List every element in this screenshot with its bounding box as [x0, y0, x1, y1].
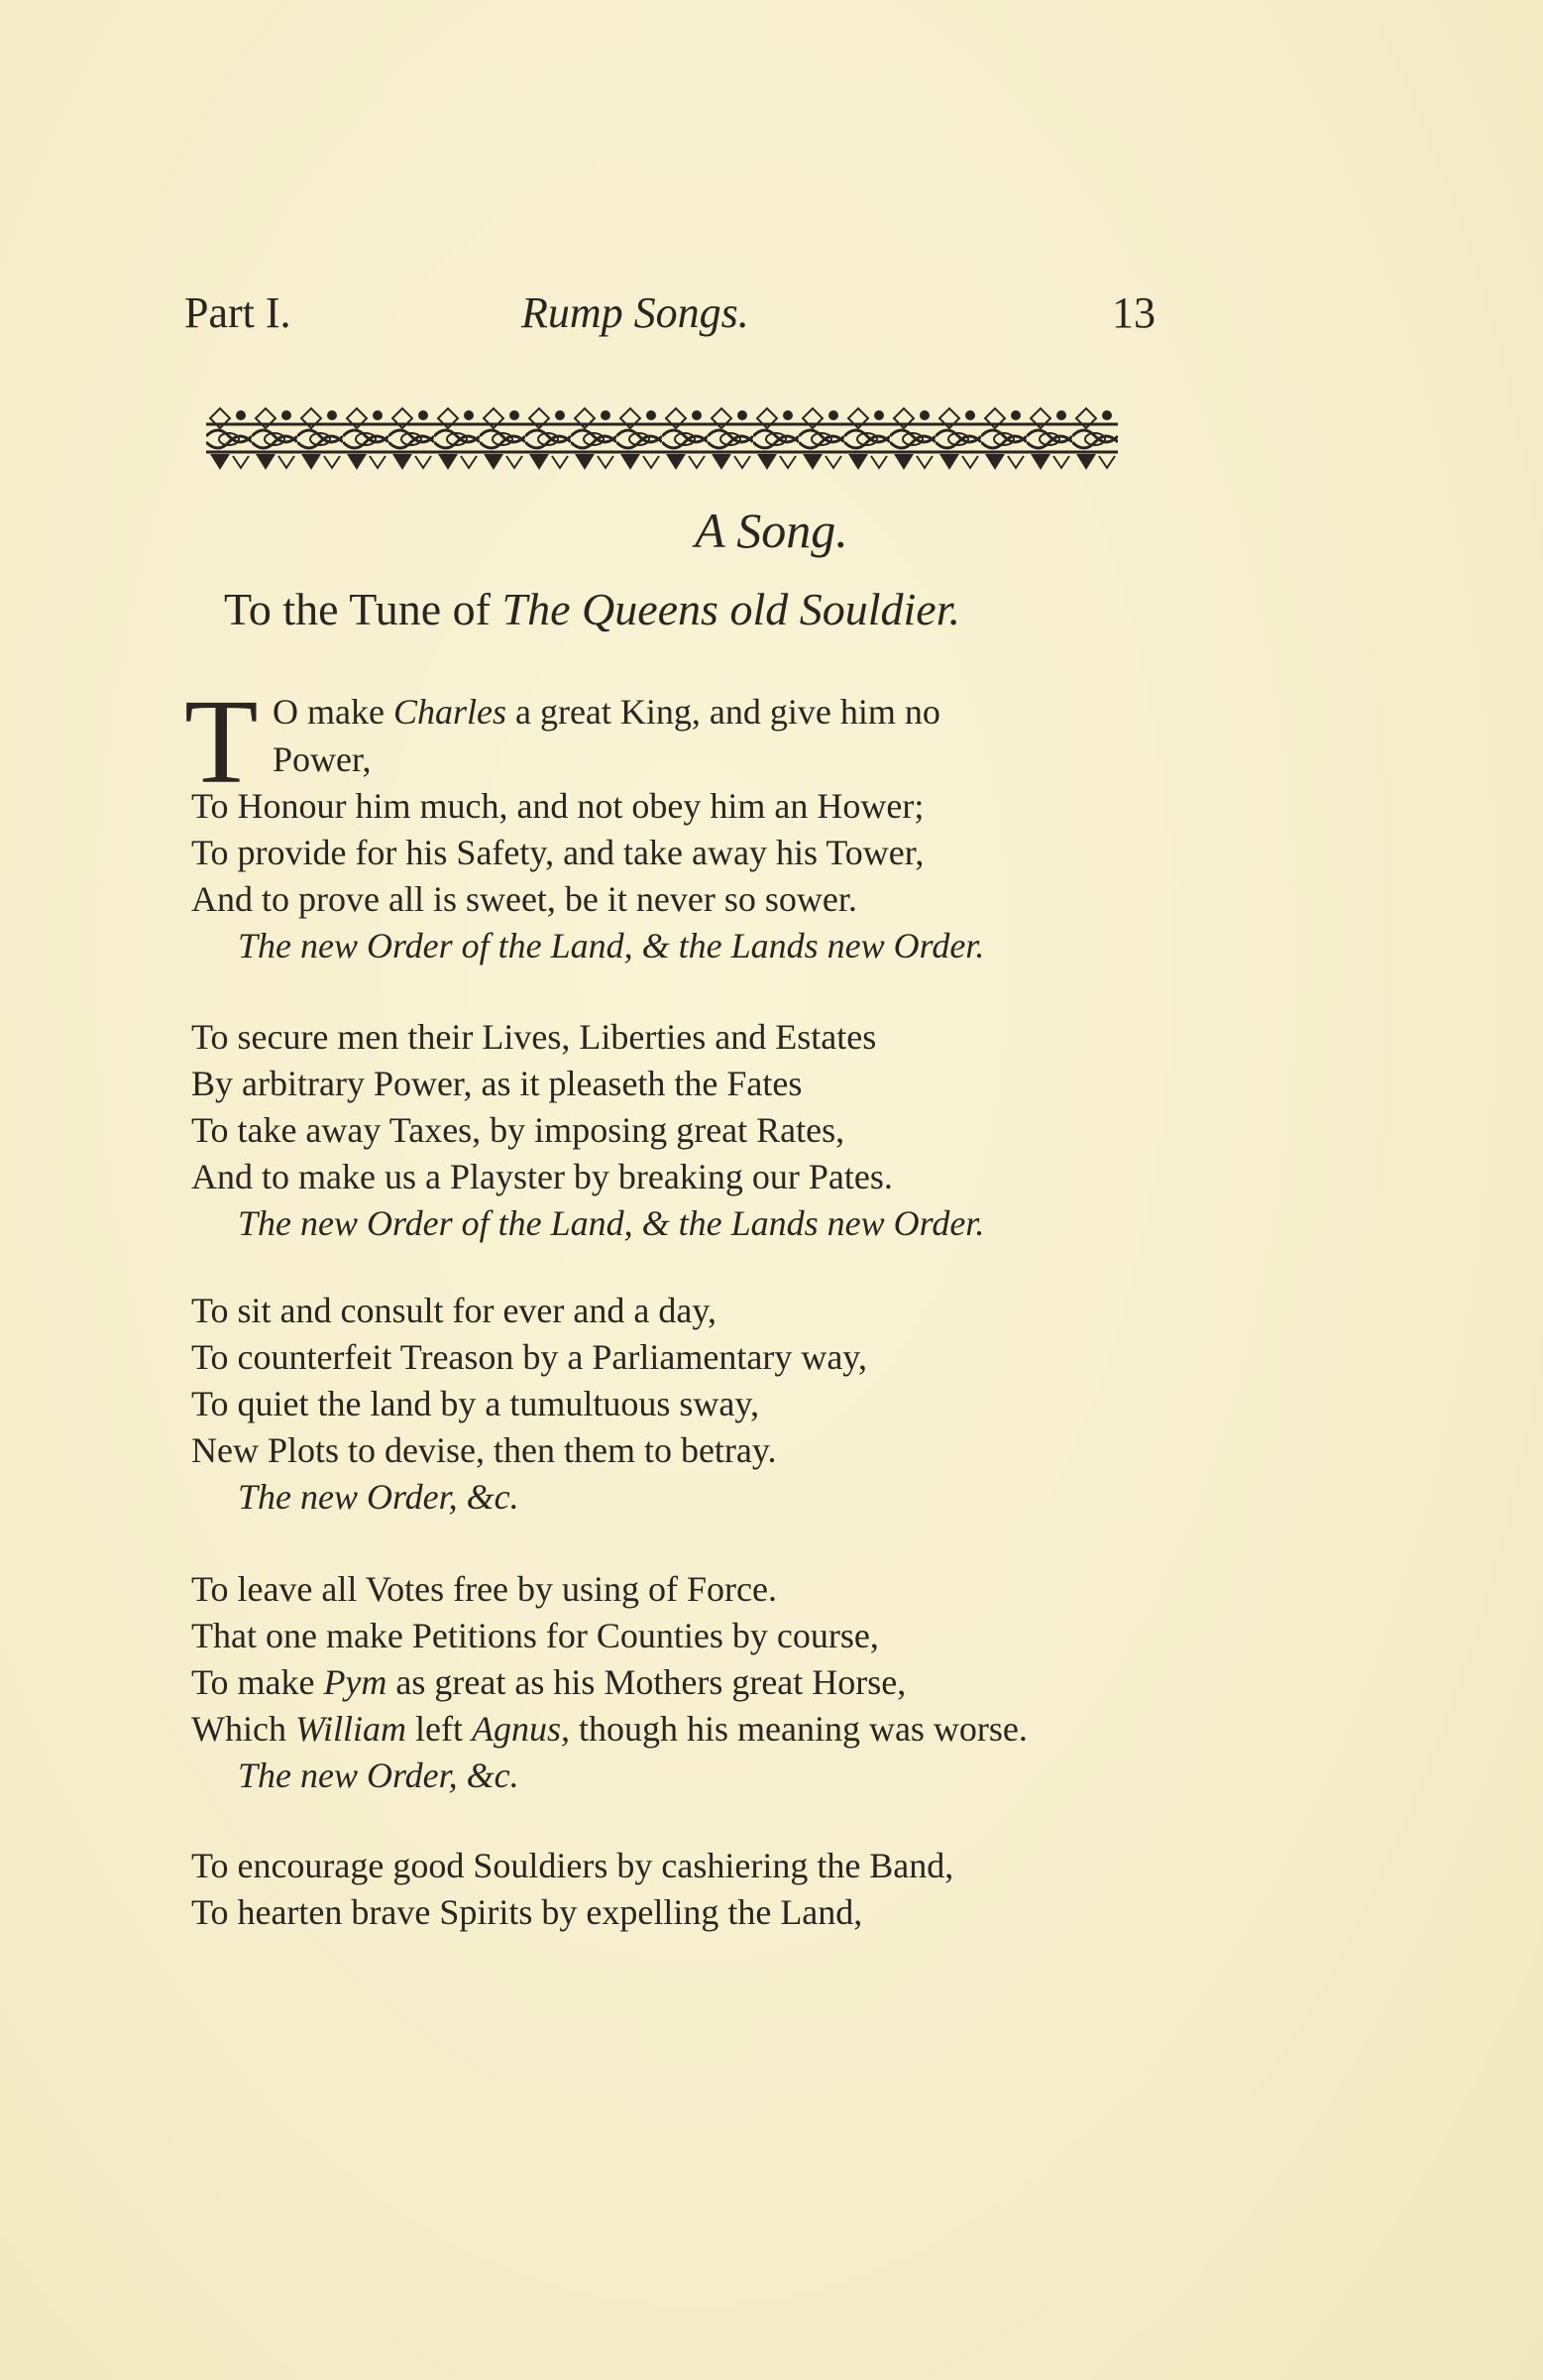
- verse-line: O make Charles a great King, and give him no: [273, 692, 940, 732]
- running-title: Rump Songs.: [521, 288, 749, 337]
- verse-line: To make Pym as great as his Mothers great Horse,: [191, 1662, 907, 1702]
- verse-line: Which William left Agnus, though his meaning was worse.: [191, 1709, 1028, 1749]
- refrain-line: The new Order, &c.: [238, 1477, 519, 1517]
- tune-line: [224, 583, 960, 635]
- verse-line: To Honour him much, and not obey him an Hower;: [191, 786, 925, 826]
- verse-line: To secure men their Lives, Liberties and Estates: [191, 1017, 877, 1057]
- verse-line: To take away Taxes, by imposing great Rates,: [191, 1110, 845, 1150]
- page-number: 13: [1112, 288, 1156, 337]
- verse-line: To provide for his Safety, and take away his Tower,: [191, 833, 925, 872]
- verse-line: That one make Petitions for Counties by course,: [191, 1616, 879, 1655]
- verse-line: To hearten brave Spirits by expelling the Land,: [191, 1892, 863, 1932]
- verse-line: To encourage good Souldiers by cashiering the Band,: [191, 1846, 954, 1885]
- verse-line: To leave all Votes free by using of Force.: [191, 1569, 777, 1609]
- verse-line: By arbitrary Power, as it pleaseth the Fates: [191, 1064, 803, 1103]
- drop-cap: T: [184, 675, 259, 809]
- tune-prefix: To the Tune of: [224, 584, 491, 634]
- song-title: A Song.: [695, 503, 848, 558]
- part-label: Part I.: [184, 288, 291, 337]
- refrain-line: The new Order of the Land, & the Lands new Order.: [238, 1203, 985, 1243]
- verse-line: New Plots to devise, then them to betray.: [191, 1430, 777, 1470]
- verse-line: And to prove all is sweet, be it never so sower.: [191, 879, 857, 919]
- refrain-line: The new Order, &c.: [238, 1756, 519, 1795]
- tune-name: The Queens old Souldier.: [501, 584, 960, 634]
- running-head: [184, 287, 1156, 347]
- verse-line: And to make us a Playster by breaking our Pates.: [191, 1157, 893, 1196]
- verse-line: To quiet the land by a tumultuous sway,: [191, 1384, 760, 1423]
- verse-line: To sit and consult for ever and a day,: [191, 1291, 716, 1330]
- decorative-ornament-band: [206, 406, 1118, 474]
- verse-line: To counterfeit Treason by a Parliamentary way,: [191, 1337, 867, 1377]
- verse-line: Power,: [273, 739, 372, 779]
- refrain-line: The new Order of the Land, & the Lands new Order.: [238, 926, 985, 965]
